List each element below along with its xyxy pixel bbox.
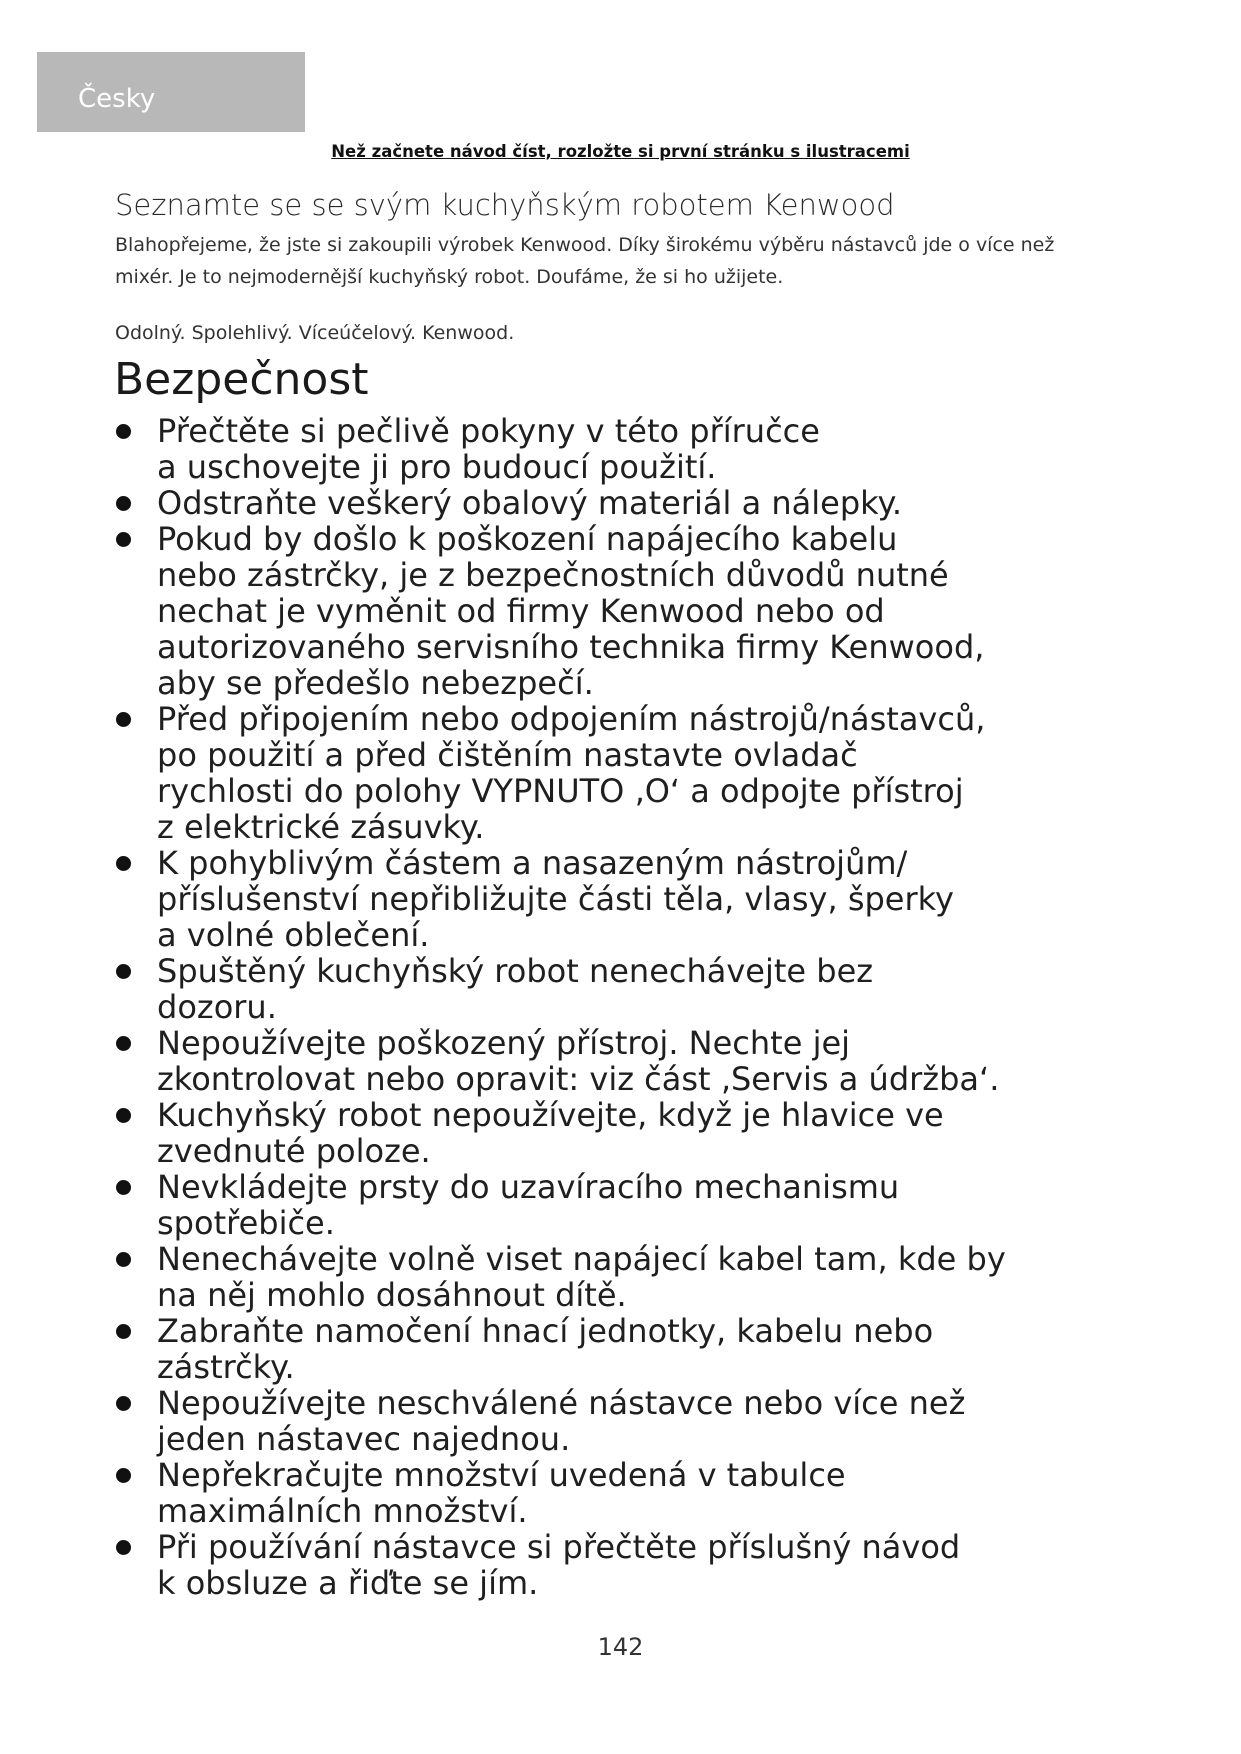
list-item-text: Nepřekračujte množství uvedená v tabulce maximálních množství. [157, 1456, 846, 1530]
bullet-icon [116, 1180, 131, 1195]
bullet-icon [116, 1540, 131, 1555]
list-item [115, 1385, 1115, 1457]
bullet-icon [116, 1108, 131, 1123]
list-item [115, 953, 1115, 1025]
list-item-text: Nenechávejte volně viset napájecí kabel tam, kde by na něj mohlo dosáhnout dítě. [157, 1240, 1006, 1314]
list-item-text: Pokud by došlo k poškození napájecího kabelu nebo zástrčky, je z bezpečnostních důvodů nutné nechat je vyměnit od firmy Kenwood nebo od autorizovaného servisního technika firmy Kenwood, aby se předešlo nebezpečí. [157, 520, 985, 702]
list-item-text: Kuchyňský robot nepoužívejte, když je hlavice ve zvednuté poloze. [157, 1096, 944, 1170]
page-number: 142 [597, 1633, 644, 1661]
list-item-text: Nepoužívejte poškozený přístroj. Nechte jej zkontrolovat nebo opravit: viz část ‚Servis a údržba‘. [157, 1024, 1000, 1098]
list-item [115, 1097, 1115, 1169]
list-item-text: Před připojením nebo odpojením nástrojů/nástavců, po použití a před čištěním nastavte ovladač rychlosti do polohy VYPNUTO ‚O‘ a odpojte přístroj z elektrické zásuvky. [157, 700, 986, 846]
list-item-text: Zabraňte namočení hnací jednotky, kabelu nebo zástrčky. [157, 1312, 934, 1386]
bullet-icon [116, 1252, 131, 1267]
list-item-text: K pohyblivým částem a nasazeným nástrojům/ příslušenství nepřibližujte části těla, vlasy, šperky a volné oblečení. [157, 844, 954, 954]
bullet-icon [116, 496, 131, 511]
list-item-text: Při používání nástavce si přečtěte příslušný návod k obsluze a řiďte se jím. [157, 1528, 961, 1602]
bullet-icon [116, 1468, 131, 1483]
list-item [115, 521, 1115, 701]
list-item [115, 1169, 1115, 1241]
list-item [115, 485, 1115, 521]
section-title-safety: Bezpečnost [114, 354, 369, 405]
intro-title: Seznamte se se svým kuchyňským robotem Kenwood [115, 188, 895, 222]
list-item [115, 1529, 1115, 1601]
list-item-text: Přečtěte si pečlivě pokyny v této příručce a uschovejte ji pro budoucí použití. [157, 412, 820, 486]
bullet-icon [116, 712, 131, 727]
list-item [115, 1313, 1115, 1385]
bullet-icon [116, 1324, 131, 1339]
list-item [115, 413, 1115, 485]
read-first-note: Než začnete návod číst, rozložte si první stránku s ilustracemi [331, 142, 910, 161]
safety-list [115, 413, 1115, 1601]
bullet-icon [116, 424, 131, 439]
list-item-text: Odstraňte veškerý obalový materiál a nálepky. [157, 484, 903, 522]
list-item [115, 1025, 1115, 1097]
list-item-text: Spuštěný kuchyňský robot nenechávejte bez dozoru. [157, 952, 874, 1026]
slogan: Odolný. Spolehlivý. Víceúčelový. Kenwood. [115, 322, 515, 344]
language-label: Česky [78, 84, 156, 114]
list-item [115, 701, 1115, 845]
bullet-icon [116, 1036, 131, 1051]
bullet-icon [116, 964, 131, 979]
list-item [115, 1457, 1115, 1529]
list-item [115, 845, 1115, 953]
bullet-icon [116, 1396, 131, 1411]
list-item-text: Nevkládejte prsty do uzavíracího mechanismu spotřebiče. [157, 1168, 900, 1242]
list-item-text: Nepoužívejte neschválené nástavce nebo více než jeden nástavec najednou. [157, 1384, 966, 1458]
bullet-icon [116, 532, 131, 547]
intro-text: Blahopřejeme, že jste si zakoupili výrobek Kenwood. Díky širokému výběru nástavců jde o více než mixér. Je to nejmodernější kuchyňský robot. Doufáme, že si ho užijete. [115, 234, 1055, 288]
bullet-icon [116, 856, 131, 871]
list-item [115, 1241, 1115, 1313]
